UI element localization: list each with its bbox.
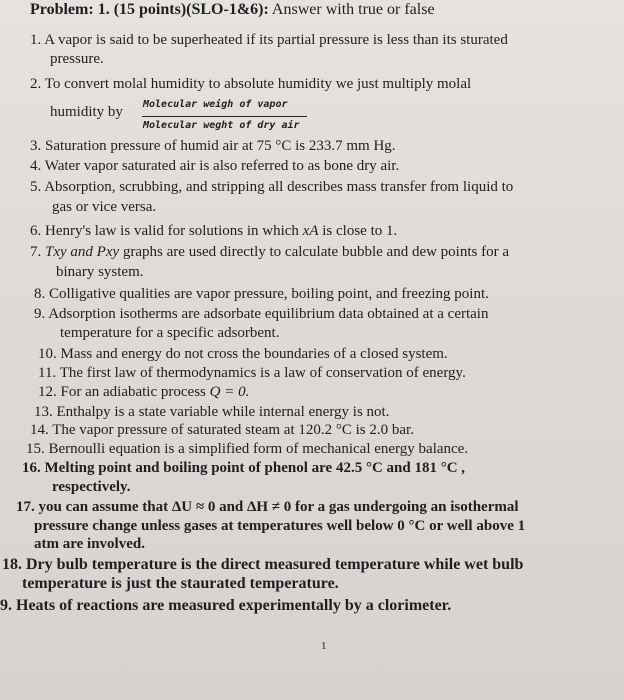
question-6: 6. Henry's law is valid for solutions in which xA is close to 1. bbox=[30, 223, 398, 239]
problem-instruction: Answer with true or false bbox=[271, 1, 435, 18]
question-3: 3. Saturation pressure of humid air at 75 °C is 233.7 mm Hg. bbox=[30, 138, 396, 154]
question-17-cont: pressure change unless gases at temperatures well below 0 °C or well above 1 bbox=[34, 518, 526, 534]
question-11: 11. The first law of thermodynamics is a law of conservation of energy. bbox=[38, 365, 466, 381]
problem-title: Problem: 1. (15 points)(SLO-1&6): bbox=[30, 1, 269, 18]
question-16-cont: respectively. bbox=[52, 479, 131, 495]
question-18-cont: temperature is just the staurated temperature. bbox=[22, 575, 339, 592]
question-9-cont: temperature for a specific adsorbent. bbox=[60, 325, 280, 341]
question-5: 5. Absorption, scrubbing, and stripping all describes mass transfer from liquid to bbox=[30, 179, 514, 195]
question-12: 12. For an adiabatic process Q = 0. bbox=[38, 384, 250, 400]
problem-header bbox=[30, 0, 590, 20]
question-13: 13. Enthalpy is a state variable while internal energy is not. bbox=[34, 404, 390, 420]
question-8: 8. Colligative qualities are vapor pressure, boiling point, and freezing point. bbox=[34, 286, 489, 302]
question-4: 4. Water vapor saturated air is also referred to as bone dry air. bbox=[30, 158, 400, 174]
question-1-cont: pressure. bbox=[50, 51, 104, 67]
question-10: 10. Mass and energy do not cross the boundaries of a closed system. bbox=[38, 346, 448, 362]
question-19: 9. Heats of reactions are measured experimentally by a clorimeter. bbox=[0, 597, 452, 614]
fraction-denominator: Molecular weght of dry air bbox=[143, 120, 300, 131]
question-2: 2. To convert molal humidity to absolute humidity we just multiply molal bbox=[30, 76, 472, 92]
question-17-cont2: atm are involved. bbox=[34, 536, 145, 552]
question-16: 16. Melting point and boiling point of phenol are 42.5 °C and 181 °C , bbox=[22, 460, 466, 476]
question-5-cont: gas or vice versa. bbox=[52, 199, 157, 215]
question-9: 9. Adsorption isotherms are adsorbate equilibrium data obtained at a certain bbox=[34, 306, 489, 322]
question-1: 1. A vapor is said to be superheated if its partial pressure is less than its sturated bbox=[30, 32, 508, 48]
fraction-numerator: Molecular weigh of vapor bbox=[143, 99, 288, 110]
question-18: 18. Dry bulb temperature is the direct measured temperature while wet bulb bbox=[2, 556, 524, 573]
page-number: 1 bbox=[321, 640, 327, 652]
question-2-cont: humidity by bbox=[50, 104, 123, 120]
question-7-cont: binary system. bbox=[56, 264, 144, 280]
question-7: 7. Txy and Pxy graphs are used directly to calculate bubble and dew points for a bbox=[30, 244, 510, 260]
question-17: 17. you can assume that ΔU ≈ 0 and ΔH ≠ 0 for a gas undergoing an isothermal bbox=[16, 499, 519, 515]
question-14: 14. The vapor pressure of saturated steam at 120.2 °C is 2.0 bar. bbox=[30, 422, 414, 438]
fraction-bar bbox=[142, 116, 307, 117]
question-15: 15. Bernoulli equation is a simplified form of mechanical energy balance. bbox=[26, 441, 469, 457]
